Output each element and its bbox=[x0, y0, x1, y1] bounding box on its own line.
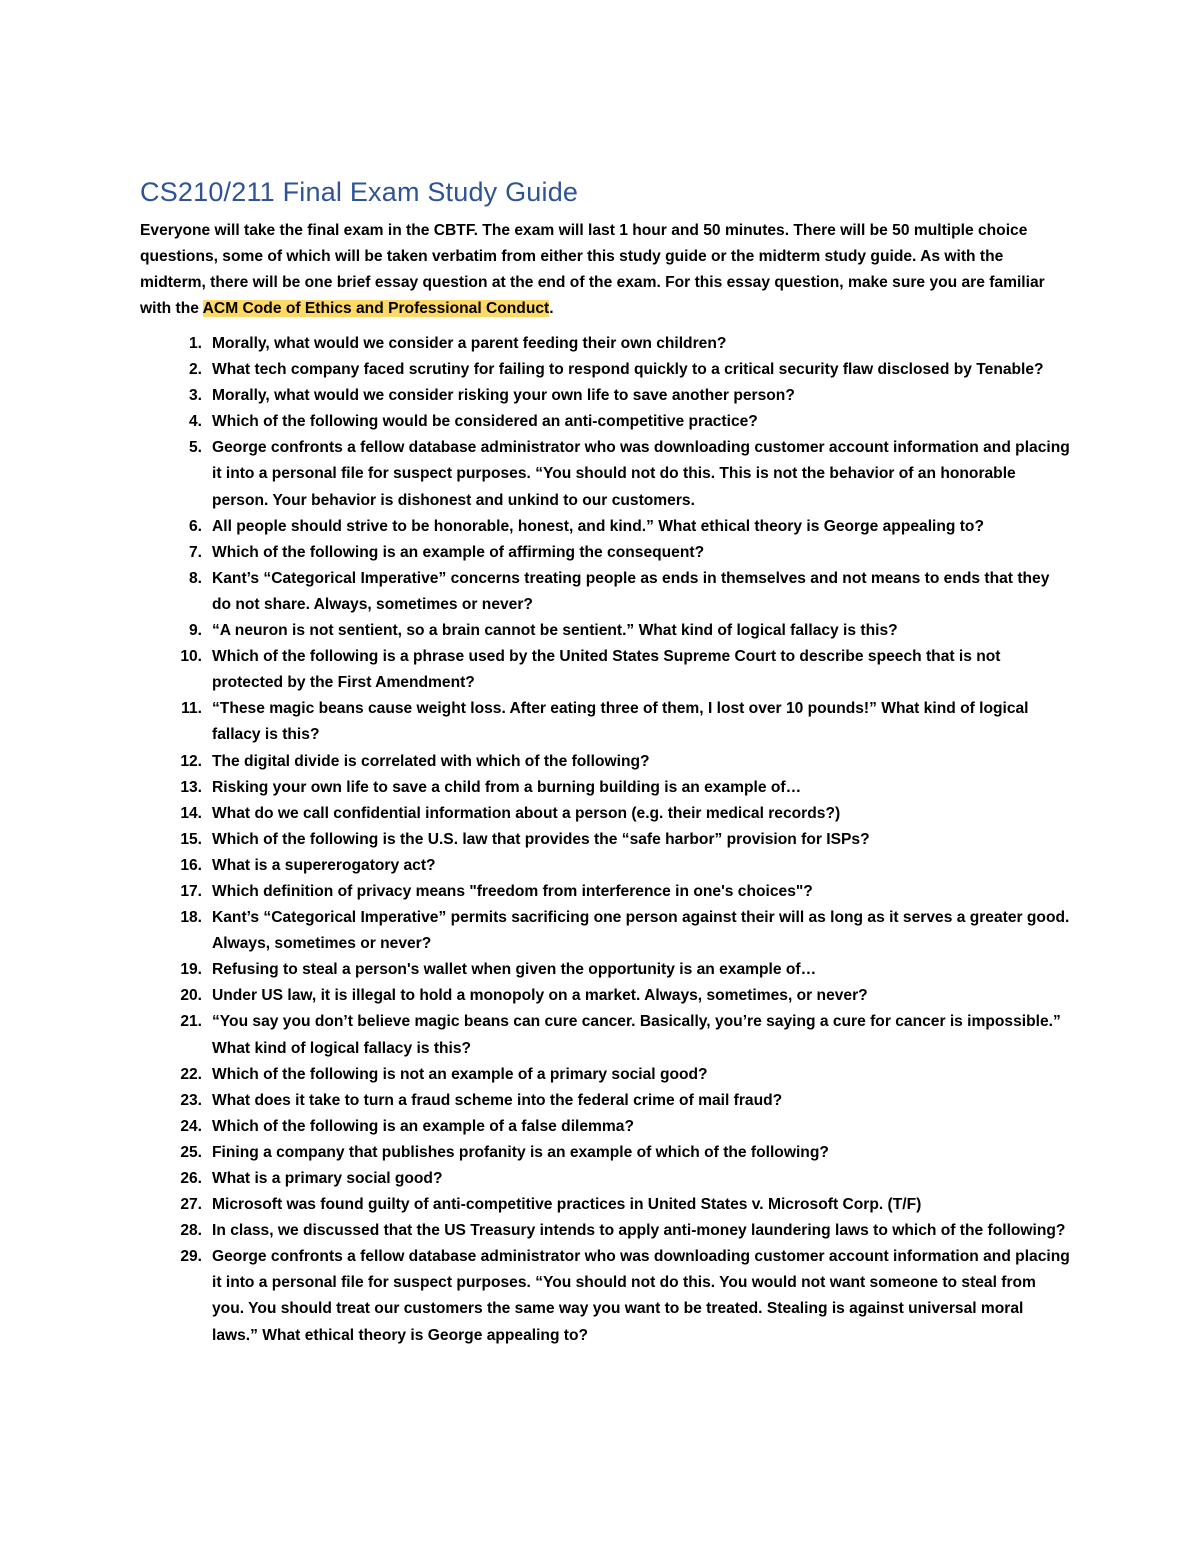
question-text: Refusing to steal a person's wallet when given the opportunity is an example of… bbox=[212, 961, 817, 979]
question-text: The digital divide is correlated with which of the following? bbox=[212, 752, 650, 770]
question-item bbox=[140, 827, 1070, 853]
question-number: 28. bbox=[180, 1222, 202, 1240]
question-number: 25. bbox=[180, 1143, 202, 1161]
question-number: 5. bbox=[188, 439, 202, 457]
question-item bbox=[140, 644, 1070, 696]
question-item bbox=[140, 801, 1070, 827]
question-item bbox=[140, 383, 1070, 409]
question-number: 8. bbox=[188, 569, 202, 587]
question-list bbox=[140, 331, 1070, 1349]
question-text: Which of the following is not an example of a primary social good? bbox=[212, 1065, 708, 1083]
question-item bbox=[140, 1114, 1070, 1140]
question-item bbox=[140, 1166, 1070, 1192]
question-text: Which of the following is an example of affirming the consequent? bbox=[212, 543, 705, 561]
question-item bbox=[140, 905, 1070, 957]
question-text: All people should strive to be honorable, honest, and kind.” What ethical theory is George appealing to? bbox=[212, 517, 984, 535]
question-text: Which definition of privacy means "freedom from interference in one's choices"? bbox=[212, 882, 813, 900]
question-text: Which of the following is a phrase used by the United States Supreme Court to describe speech that is not protected by the First Amendment? bbox=[212, 648, 1001, 692]
question-text: Kant’s “Categorical Imperative” permits sacrificing one person against their will as long as it serves a greater good. Always, sometimes or never? bbox=[212, 909, 1070, 953]
question-number: 13. bbox=[180, 778, 202, 796]
question-item bbox=[140, 357, 1070, 383]
question-number: 21. bbox=[180, 1013, 202, 1031]
question-text: Kant’s “Categorical Imperative” concerns treating people as ends in themselves and not means to ends that they do not share. Always, sometimes or never? bbox=[212, 569, 1050, 613]
question-number: 22. bbox=[180, 1065, 202, 1083]
question-item bbox=[140, 409, 1070, 435]
question-number: 9. bbox=[188, 622, 202, 640]
question-number: 11. bbox=[181, 700, 202, 718]
question-number: 29. bbox=[180, 1248, 202, 1266]
question-number: 6. bbox=[188, 517, 202, 535]
question-text: What do we call confidential information about a person (e.g. their medical records?) bbox=[212, 804, 841, 822]
question-text: Fining a company that publishes profanity is an example of which of the following? bbox=[212, 1143, 829, 1161]
question-number: 27. bbox=[180, 1196, 202, 1214]
question-item bbox=[140, 514, 1070, 540]
acm-code-highlight: ACM Code of Ethics and Professional Conduct bbox=[202, 300, 550, 317]
document-content bbox=[140, 174, 1070, 1349]
question-item bbox=[140, 696, 1070, 748]
question-text: What is a supererogatory act? bbox=[212, 856, 436, 874]
question-number: 2. bbox=[188, 361, 202, 379]
question-item bbox=[140, 775, 1070, 801]
question-text: What does it take to turn a fraud scheme into the federal crime of mail fraud? bbox=[212, 1091, 783, 1109]
question-number: 7. bbox=[188, 543, 202, 561]
question-item bbox=[140, 540, 1070, 566]
question-text: What tech company faced scrutiny for failing to respond quickly to a critical security flaw disclosed by Tenable? bbox=[212, 361, 1044, 379]
question-text: Risking your own life to save a child from a burning building is an example of… bbox=[212, 778, 802, 796]
question-text: George confronts a fellow database administrator who was downloading customer account information and placing it into a personal file for suspect purposes. “You should not do this. This is not the behavior of an honorable person. Your behavior is dishonest and unkind to our customers. bbox=[212, 439, 1070, 509]
question-text: “These magic beans cause weight loss. After eating three of them, I lost over 10 pounds!” What kind of logical fallacy is this? bbox=[212, 700, 1029, 744]
question-number: 12. bbox=[180, 752, 202, 770]
question-item bbox=[140, 983, 1070, 1009]
intro-paragraph bbox=[140, 218, 1070, 322]
question-item bbox=[140, 1009, 1070, 1061]
question-item bbox=[140, 879, 1070, 905]
question-text: Which of the following would be considered an anti-competitive practice? bbox=[212, 413, 758, 431]
question-number: 20. bbox=[180, 987, 202, 1005]
question-item bbox=[140, 331, 1070, 357]
question-item bbox=[140, 1062, 1070, 1088]
intro-period: . bbox=[549, 300, 554, 317]
question-number: 4. bbox=[188, 413, 202, 431]
question-text: Morally, what would we consider risking your own life to save another person? bbox=[212, 387, 795, 405]
question-text: In class, we discussed that the US Treasury intends to apply anti-money laundering laws to which of the following? bbox=[212, 1222, 1066, 1240]
question-item bbox=[140, 957, 1070, 983]
question-item bbox=[140, 853, 1070, 879]
question-text: Which of the following is an example of a false dilemma? bbox=[212, 1117, 634, 1135]
question-text: “A neuron is not sentient, so a brain cannot be sentient.” What kind of logical fallacy is this? bbox=[212, 622, 898, 640]
question-number: 18. bbox=[180, 909, 202, 927]
intro-text: Everyone will take the final exam in the CBTF. The exam will last 1 hour and 50 minutes. There will be 50 multiple choice questions, some of which will be taken verbatim from either this study guide or the midterm study guide. As with the midterm, there will be one brief essay question at the end of the exam. For this essay question, make sure you are familiar with the bbox=[140, 222, 1045, 317]
question-text: What is a primary social good? bbox=[212, 1170, 443, 1187]
question-number: 10. bbox=[180, 648, 202, 666]
question-item bbox=[140, 749, 1070, 775]
question-number: 26. bbox=[180, 1170, 202, 1187]
question-item bbox=[140, 435, 1070, 513]
question-item bbox=[140, 1218, 1070, 1244]
question-text: Under US law, it is illegal to hold a monopoly on a market. Always, sometimes, or never? bbox=[212, 987, 868, 1005]
question-item bbox=[140, 1244, 1070, 1348]
question-item bbox=[140, 1140, 1070, 1166]
question-item bbox=[140, 1088, 1070, 1114]
question-number: 19. bbox=[180, 961, 202, 979]
question-number: 15. bbox=[180, 830, 202, 848]
question-number: 24. bbox=[180, 1117, 202, 1135]
question-number: 16. bbox=[180, 856, 202, 874]
question-number: 23. bbox=[180, 1091, 202, 1109]
question-text: Which of the following is the U.S. law that provides the “safe harbor” provision for ISPs? bbox=[212, 830, 870, 848]
question-number: 3. bbox=[188, 387, 202, 405]
document-title: CS210/211 Final Exam Study Guide bbox=[140, 177, 579, 207]
question-number: 1. bbox=[188, 335, 202, 352]
question-number: 17. bbox=[180, 882, 202, 900]
question-text: George confronts a fellow database administrator who was downloading customer account information and placing it into a personal file for suspect purposes. “You should not do this. You would not want someone to steal from you. You should treat our customers the same way you want to be treated. Stealing is against universal moral laws.” What ethical theory is George appealing to? bbox=[212, 1248, 1070, 1344]
question-text: Microsoft was found guilty of anti-competitive practices in United States v. Microsoft Corp. (T/F) bbox=[212, 1196, 922, 1214]
question-item bbox=[140, 566, 1070, 618]
question-number: 14. bbox=[180, 804, 202, 822]
question-text: Morally, what would we consider a parent feeding their own children? bbox=[212, 335, 727, 352]
question-text: “You say you don’t believe magic beans can cure cancer. Basically, you’re saying a cure for cancer is impossible.” What kind of logical fallacy is this? bbox=[212, 1013, 1061, 1057]
question-item bbox=[140, 1192, 1070, 1218]
question-item bbox=[140, 618, 1070, 644]
